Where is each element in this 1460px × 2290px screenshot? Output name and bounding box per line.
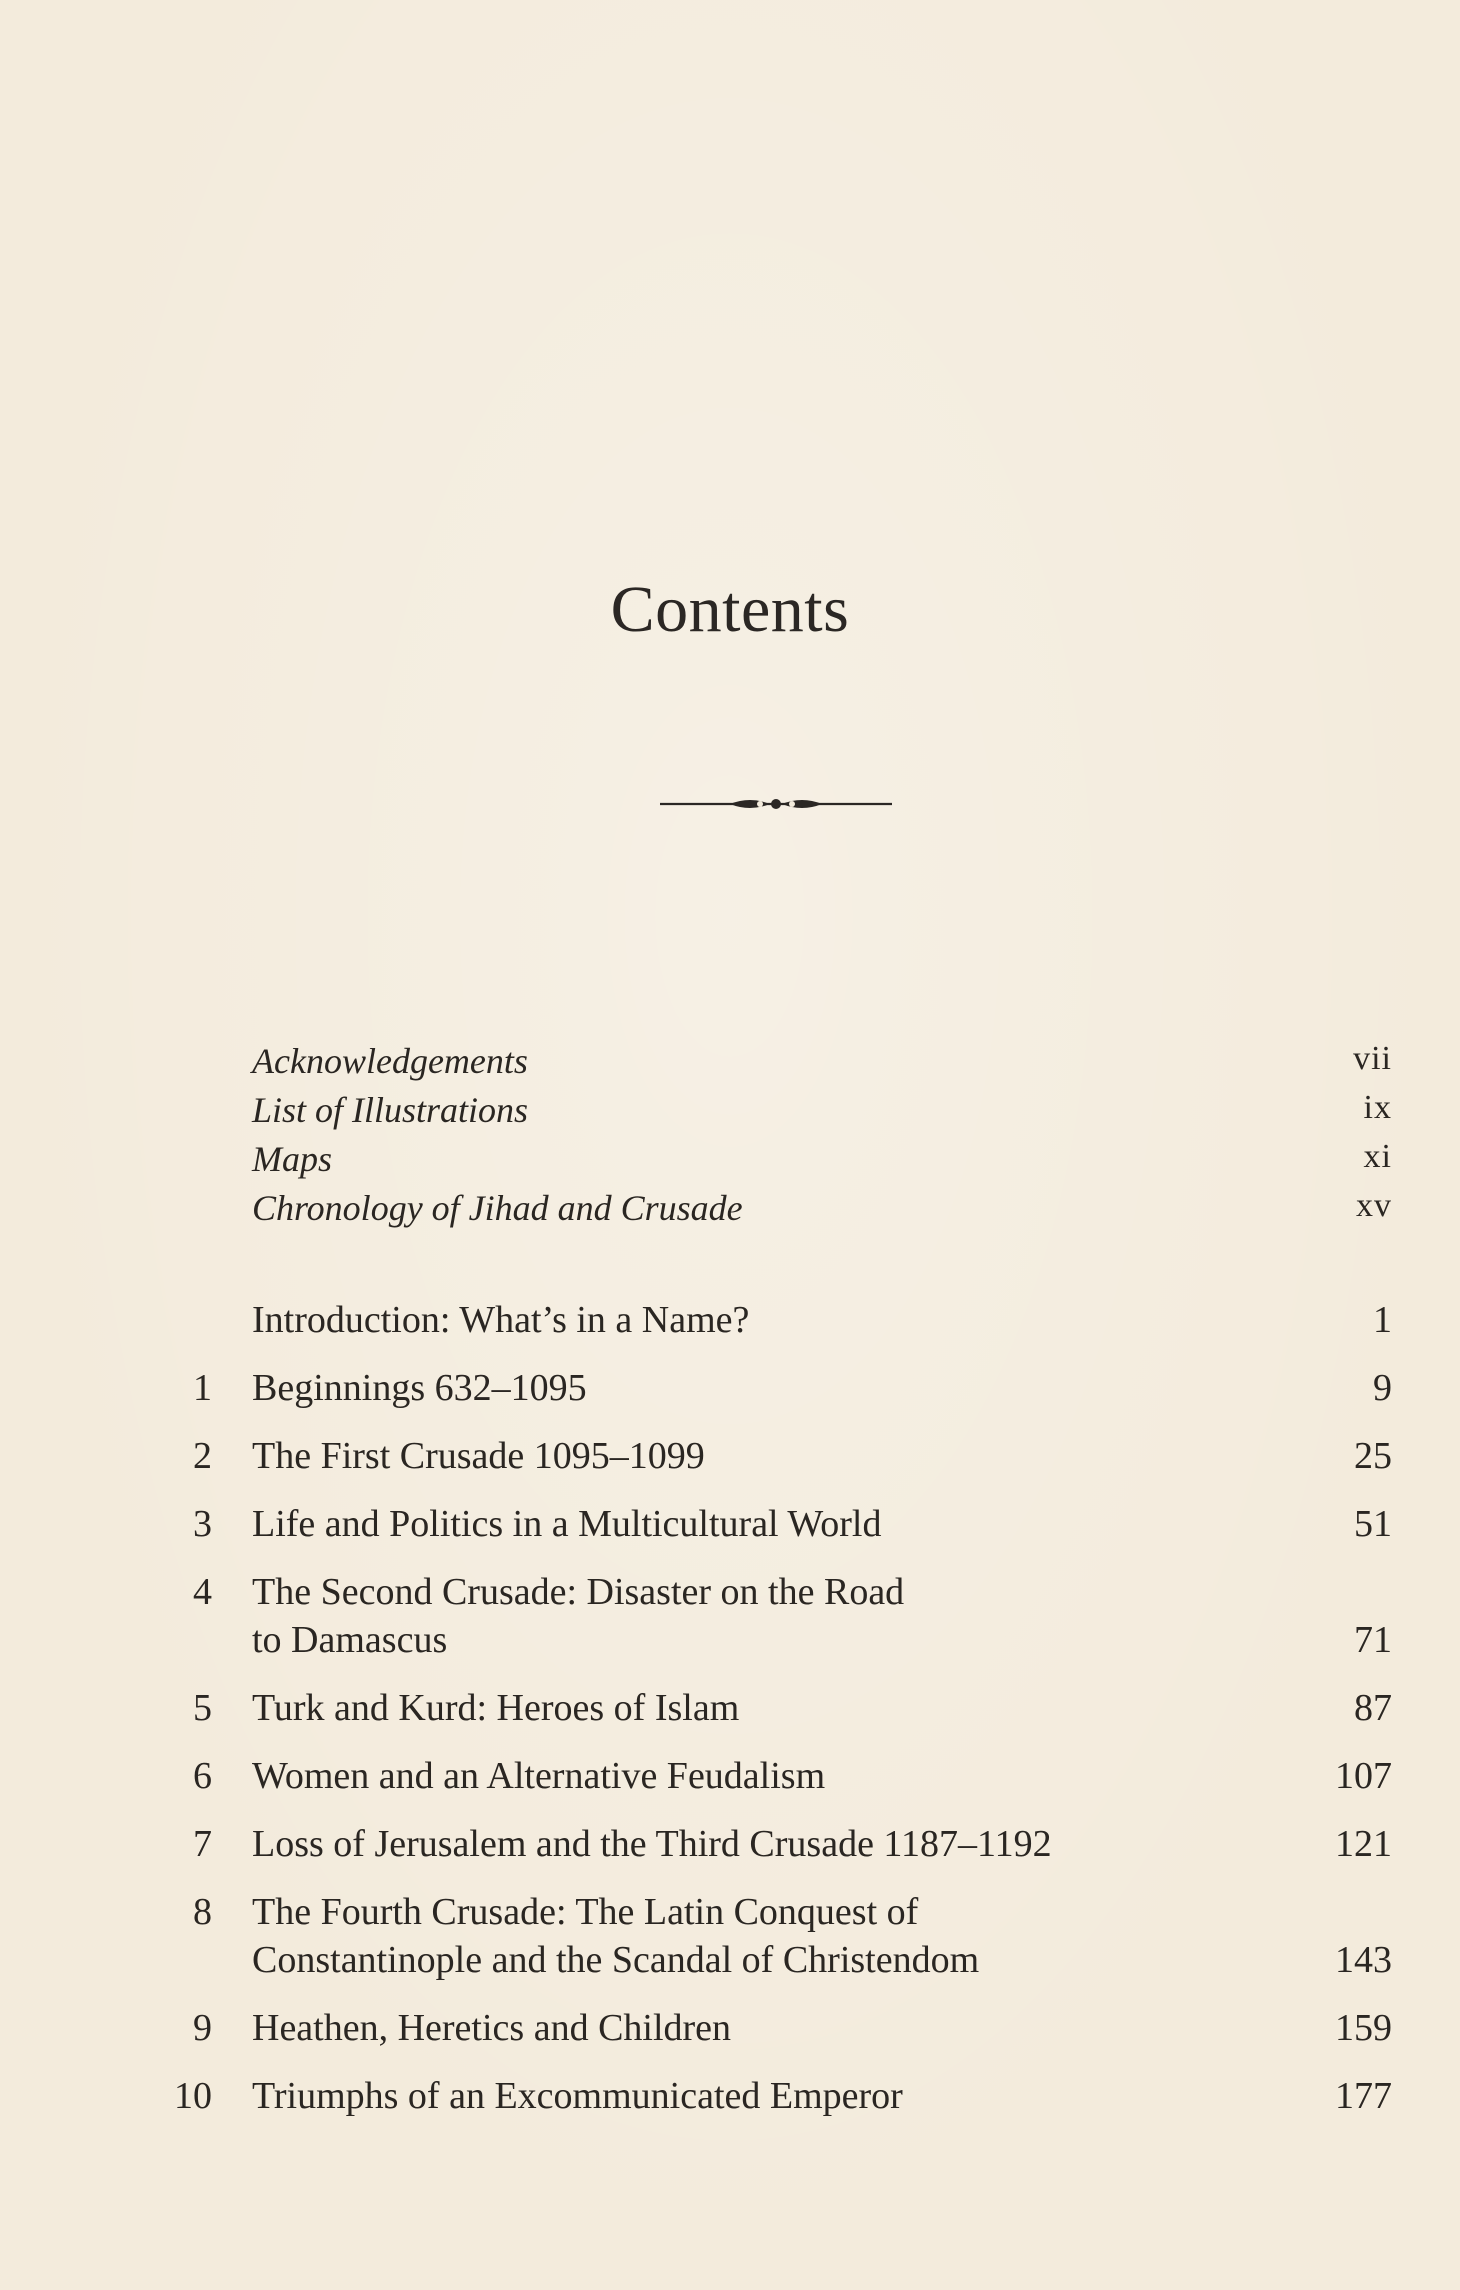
ornament-rule: [660, 790, 892, 818]
chapter-title: [252, 2072, 1272, 2120]
front-matter-item: [252, 1040, 1392, 1089]
chapter-title-line: Triumphs of an Excommunicated Emperor: [252, 2075, 903, 2117]
chapter-title-line: The Second Crusade: Disaster on the Road: [252, 1571, 905, 1613]
chapter-page: 1: [1373, 1299, 1392, 1341]
front-matter-label: Acknowledgements: [252, 1041, 528, 1081]
toc-entry: [140, 1432, 1392, 1480]
front-matter-label: Chronology of Jihad and Crusade: [252, 1188, 743, 1228]
chapter-title-line: The Fourth Crusade: The Latin Conquest of: [252, 1891, 919, 1933]
chapter-page: 177: [1335, 2075, 1392, 2117]
toc-entry: [140, 2004, 1392, 2052]
chapter-page: 87: [1354, 1687, 1392, 1729]
toc-entry: [140, 1568, 1392, 1664]
chapter-title: [252, 1820, 1272, 1868]
chapter-title-line: to Damascus: [252, 1619, 448, 1661]
page-title: Contents: [610, 573, 850, 646]
chapter-title-line: Constantinople and the Scandal of Christendom: [252, 1939, 980, 1981]
chapter-title: [252, 1500, 1272, 1548]
chapter-title: [252, 1888, 1272, 1984]
chapter-title: [252, 1296, 1272, 1344]
chapter-title: [252, 2004, 1272, 2052]
chapter-title-line: The First Crusade 1095–1099: [252, 1435, 705, 1477]
toc-entry: [140, 1752, 1392, 1800]
chapter-page: 25: [1354, 1435, 1392, 1477]
chapter-number: 10: [174, 2075, 212, 2117]
chapter-number: 8: [193, 1891, 212, 1933]
chapter-number: 1: [193, 1367, 212, 1409]
front-matter-page: xv: [1356, 1187, 1392, 1224]
chapter-title-line: Heathen, Heretics and Children: [252, 2007, 732, 2049]
chapter-title-line: Loss of Jerusalem and the Third Crusade 1187–1192: [252, 1823, 1052, 1865]
front-matter-label: Maps: [252, 1139, 332, 1179]
chapter-title-line: Life and Politics in a Multicultural World: [252, 1503, 882, 1545]
chapter-title: [252, 1684, 1272, 1732]
front-matter-page: ix: [1363, 1089, 1392, 1126]
front-matter-item: [252, 1089, 1392, 1138]
toc-entry: [140, 1500, 1392, 1548]
chapter-title-line: Women and an Alternative Feudalism: [252, 1755, 826, 1797]
chapter-page: 107: [1335, 1755, 1392, 1797]
chapter-number: 6: [193, 1755, 212, 1797]
front-matter-page: xi: [1363, 1138, 1392, 1175]
chapter-number: 7: [193, 1823, 212, 1865]
chapter-title: [252, 1364, 1272, 1412]
toc-entry: [140, 2072, 1392, 2120]
chapter-title: [252, 1752, 1272, 1800]
chapter-number: 2: [193, 1435, 212, 1477]
chapter-page: 143: [1335, 1939, 1392, 1981]
toc-entry: [140, 1684, 1392, 1732]
front-matter-item: [252, 1138, 1392, 1187]
chapter-number: 4: [193, 1571, 212, 1613]
chapter-title: [252, 1568, 1272, 1664]
front-matter-label: List of Illustrations: [252, 1090, 529, 1130]
chapter-page: 71: [1354, 1619, 1392, 1661]
chapter-page: 159: [1335, 2007, 1392, 2049]
chapter-number: 3: [193, 1503, 212, 1545]
chapter-page: 121: [1335, 1823, 1392, 1865]
chapter-list: [140, 1296, 1392, 2140]
front-matter-page: vii: [1353, 1040, 1392, 1077]
front-matter-list: [252, 1040, 1392, 1236]
front-matter-item: [252, 1187, 1392, 1236]
chapter-number: 9: [193, 2007, 212, 2049]
chapter-title: [252, 1432, 1272, 1480]
chapter-title-line: Turk and Kurd: Heroes of Islam: [252, 1687, 740, 1729]
toc-entry: [140, 1888, 1392, 1984]
chapter-number: 5: [193, 1687, 212, 1729]
chapter-page: 9: [1373, 1367, 1392, 1409]
chapter-page: 51: [1354, 1503, 1392, 1545]
chapter-title-line: Introduction: What’s in a Name?: [252, 1299, 750, 1341]
toc-entry: [140, 1364, 1392, 1412]
toc-entry: [140, 1296, 1392, 1344]
chapter-title-line: Beginnings 632–1095: [252, 1367, 587, 1409]
toc-entry: [140, 1820, 1392, 1868]
